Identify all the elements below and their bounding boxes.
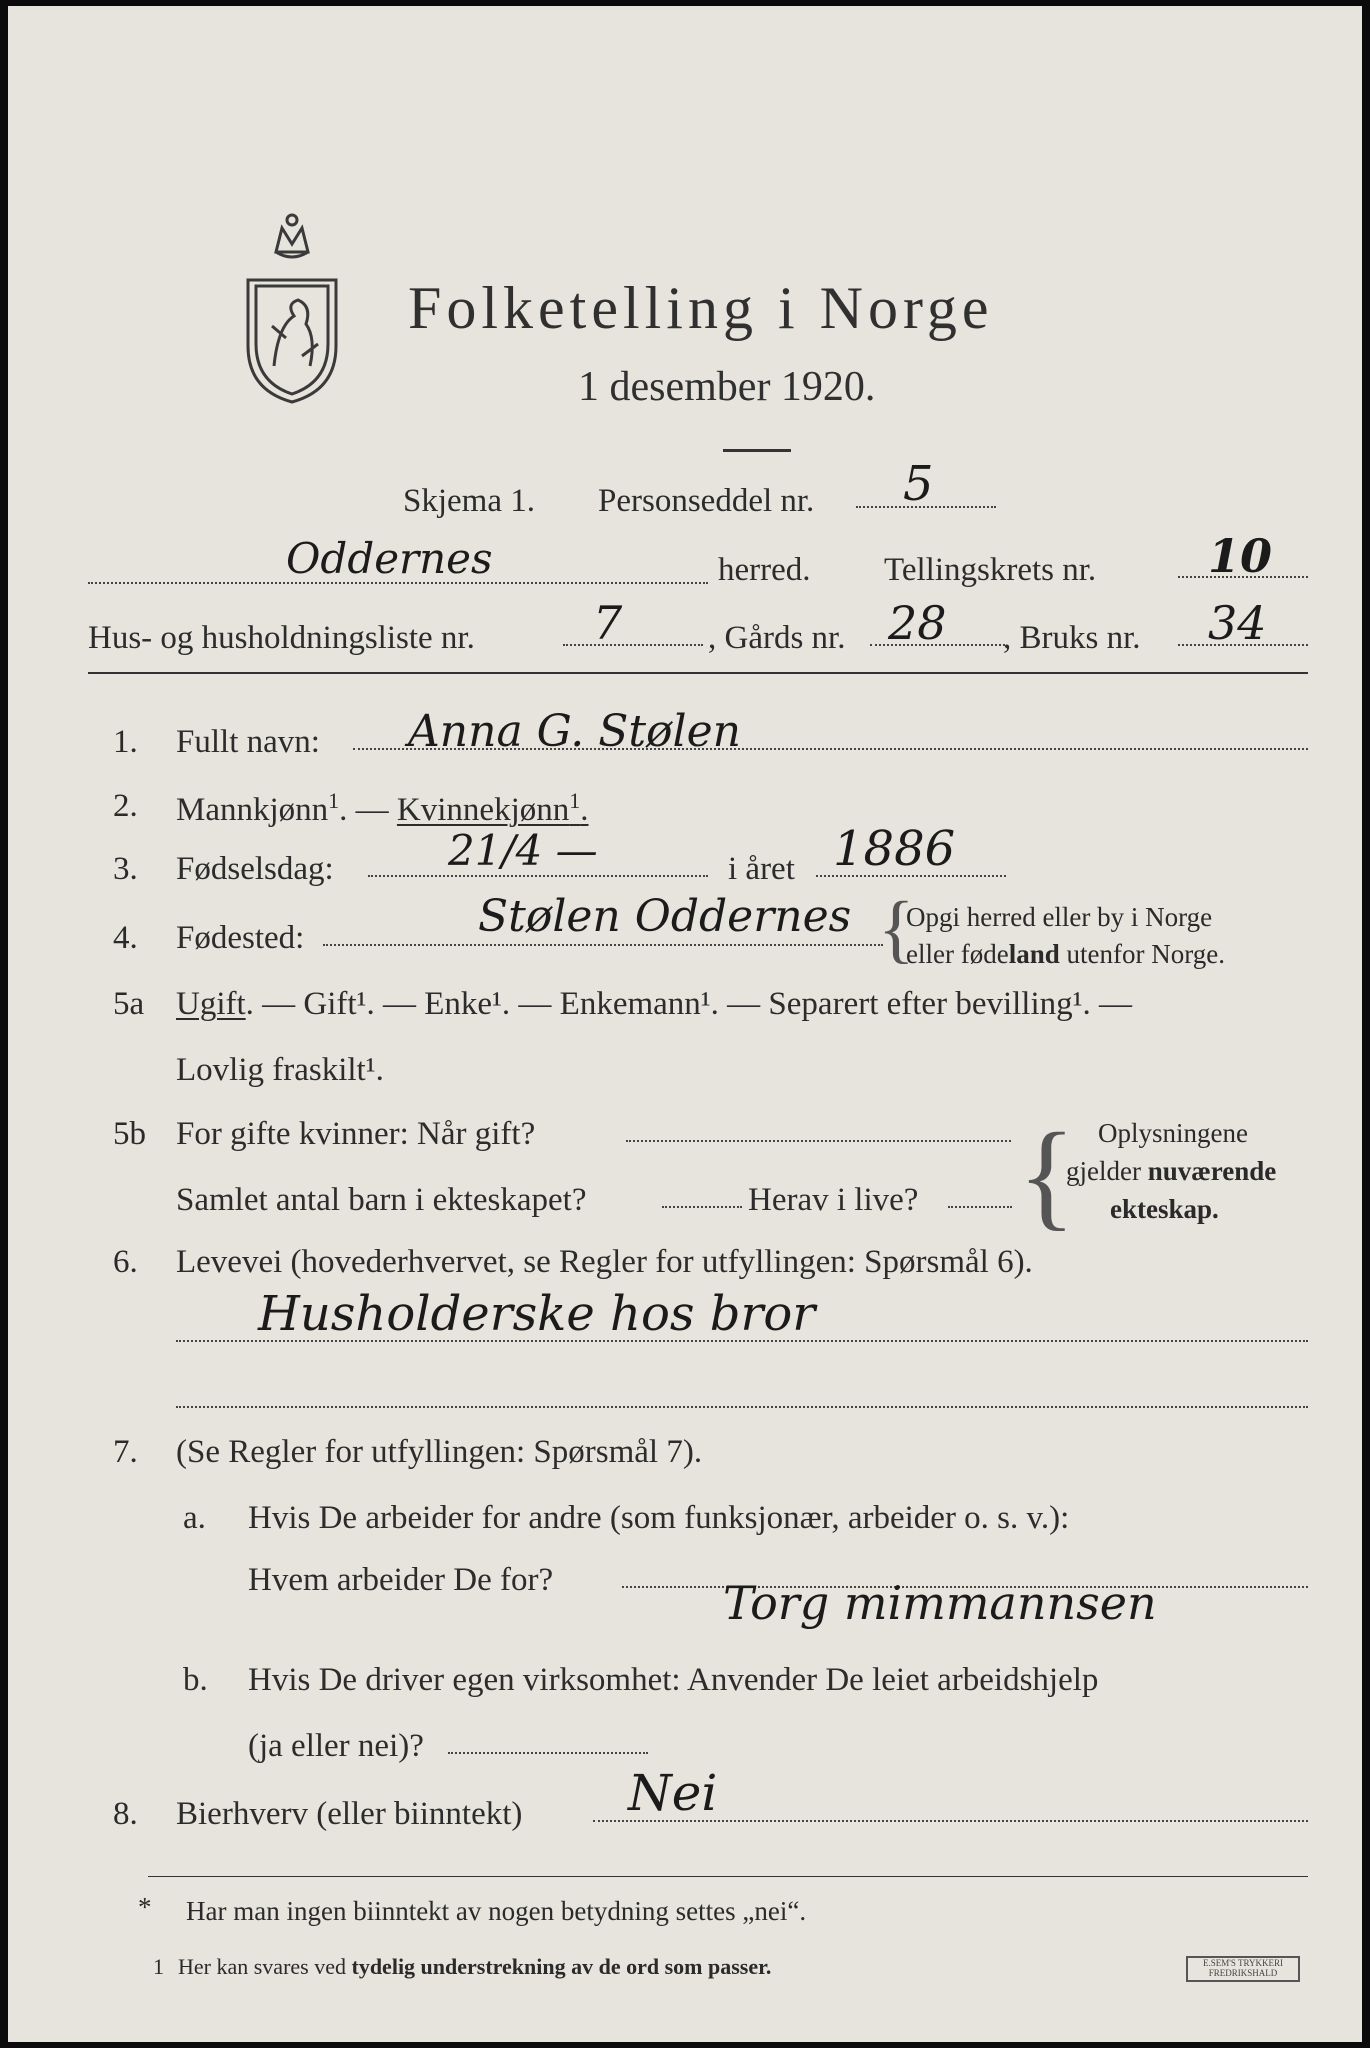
q4-note-c: utenfor Norge. xyxy=(1059,939,1225,969)
coat-of-arms-icon xyxy=(236,206,348,406)
herred-value[interactable]: Oddernes xyxy=(286,534,493,583)
q6-occupation-value[interactable]: Husholderske hos bror xyxy=(258,1286,816,1342)
q3-number: 3. xyxy=(113,851,138,887)
q3-year-label: i året xyxy=(728,851,795,887)
q4-note-b: land xyxy=(1008,939,1060,969)
q6-line2 xyxy=(176,1406,1308,1408)
q4-note-a: eller føde xyxy=(906,939,1009,969)
q3-year-value[interactable]: 1886 xyxy=(833,821,956,877)
q8-side-income-value[interactable]: Nei xyxy=(628,1764,718,1822)
q2-sex-options xyxy=(176,788,589,829)
q2-separator: . — xyxy=(339,792,389,828)
hus-label: Hus- og husholdningsliste nr. xyxy=(88,620,475,656)
q5b-number: 5b xyxy=(113,1116,146,1152)
tellingskrets-value[interactable]: 10 xyxy=(1208,529,1273,583)
q7a-question: Hvem arbeider De for? xyxy=(248,1562,554,1598)
bruks-label: , Bruks nr. xyxy=(1003,620,1141,656)
header-divider xyxy=(88,672,1308,674)
option-ugift-selected[interactable]: Ugift xyxy=(176,986,246,1022)
footnote-1-a: Her kan svares ved xyxy=(178,1954,352,1979)
census-form-page xyxy=(8,6,1362,2042)
q4-note-line2 xyxy=(906,939,1225,970)
q7b-letter: b. xyxy=(183,1662,208,1698)
q7b-text: Hvis De driver egen virksomhet: Anvender De leiet arbeidshjelp xyxy=(248,1662,1099,1698)
q3-label: Fødselsdag: xyxy=(176,851,334,887)
q5b-alive-line[interactable] xyxy=(948,1206,1012,1208)
q5b-note3: ekteskap. xyxy=(1110,1194,1219,1224)
footnote-ref: 1 xyxy=(328,788,340,813)
q7a-letter: a. xyxy=(183,1500,206,1536)
census-date: 1 desember 1920. xyxy=(578,364,876,410)
q2-number: 2. xyxy=(113,788,138,824)
tellingskrets-label: Tellingskrets nr. xyxy=(884,552,1097,588)
bruks-value[interactable]: 34 xyxy=(1208,596,1267,650)
q8-number: 8. xyxy=(113,1796,138,1832)
footnote-divider xyxy=(148,1876,1308,1877)
q4-number: 4. xyxy=(113,920,138,956)
footnote-1-text xyxy=(178,1954,771,1980)
printer-stamp-line1: E.SEM'S TRYKKERI xyxy=(1203,1958,1283,1968)
q5b-note2a: gjelder xyxy=(1066,1156,1148,1186)
q1-number: 1. xyxy=(113,724,138,760)
q5a-options xyxy=(176,986,1132,1023)
skjema-label: Skjema 1. xyxy=(403,483,535,519)
title-divider xyxy=(723,449,791,452)
q7-label: (Se Regler for utfyllingen: Spørsmål 7). xyxy=(176,1434,703,1470)
q4-line xyxy=(323,944,883,946)
q7-number: 7. xyxy=(113,1434,138,1470)
q2-end: . xyxy=(580,792,589,828)
q5a-option-fraskilt[interactable]: Lovlig fraskilt¹. xyxy=(176,1052,384,1088)
q5b-note2b: nuværende xyxy=(1147,1156,1277,1186)
footnote-ref: 1 xyxy=(569,788,581,813)
footnote-1-b: tydelig understrekning av de ord som passer. xyxy=(351,1954,772,1979)
q5a-number: 5a xyxy=(113,986,145,1022)
option-mannkjonn[interactable]: Mannkjønn xyxy=(176,792,329,828)
form-title: Folketelling i Norge xyxy=(408,275,994,341)
option-kvinnekjonn-selected[interactable] xyxy=(396,788,589,828)
printer-stamp xyxy=(1186,1956,1300,1982)
q7b-question: (ja eller nei)? xyxy=(248,1728,424,1764)
footnote-1-number: 1 xyxy=(153,1954,164,1979)
q5b-children-line[interactable] xyxy=(662,1206,742,1208)
q4-birthplace-value[interactable]: Stølen Oddernes xyxy=(478,891,852,942)
footnote-star-note: Har man ingen biinntekt av nogen betydning settes „nei“. xyxy=(186,1896,807,1926)
q4-label: Fødested: xyxy=(176,920,305,956)
q1-label: Fullt navn: xyxy=(176,724,320,760)
q7a-text: Hvis De arbeider for andre (som funksjonær, arbeider o. s. v.): xyxy=(248,1500,1070,1536)
personseddel-value[interactable]: 5 xyxy=(903,456,934,512)
printer-stamp-line2: FREDRIKSHALD xyxy=(1208,1968,1278,1978)
q5a-other-options: . — Gift¹. — Enke¹. — Enkemann¹. — Separert efter bevilling¹. — xyxy=(245,986,1133,1022)
q1-full-name-value[interactable]: Anna G. Stølen xyxy=(408,706,741,757)
q3-day-line xyxy=(368,875,708,877)
q4-brace: { xyxy=(878,887,915,971)
gards-value[interactable]: 28 xyxy=(888,596,947,650)
gards-label: , Gårds nr. xyxy=(708,620,846,656)
q8-label: Bierhverv (eller biinntekt) xyxy=(176,1796,523,1832)
q5b-line1: For gifte kvinner: Når gift? xyxy=(176,1116,536,1152)
q5b-brace: { xyxy=(1018,1108,1076,1241)
herred-label: herred. xyxy=(718,552,811,588)
q5b-line2b: Herav i live? xyxy=(748,1182,919,1218)
q6-label: Levevei (hovederhvervet, se Regler for utfyllingen: Spørsmål 6). xyxy=(176,1244,1033,1280)
q5b-note1: Oplysningene xyxy=(1098,1118,1248,1148)
q5b-line2a: Samlet antal barn i ekteskapet? xyxy=(176,1182,587,1218)
q5b-married-line[interactable] xyxy=(626,1140,1011,1142)
q7a-employer-value[interactable]: Torg mimmannsen xyxy=(723,1576,1157,1630)
q5b-note2 xyxy=(1066,1156,1276,1187)
q6-number: 6. xyxy=(113,1244,138,1280)
hus-value[interactable]: 7 xyxy=(593,596,623,650)
hus-line xyxy=(563,644,703,646)
option-kvinnekjonn-label: Kvinnekjønn xyxy=(396,792,570,828)
q7b-line[interactable] xyxy=(448,1752,648,1754)
star-icon: * xyxy=(138,1892,152,1922)
personseddel-label: Personseddel nr. xyxy=(598,483,815,519)
q3-birthday-value[interactable]: 21/4 — xyxy=(448,826,598,875)
q4-note-line1: Opgi herred eller by i Norge xyxy=(906,902,1213,932)
